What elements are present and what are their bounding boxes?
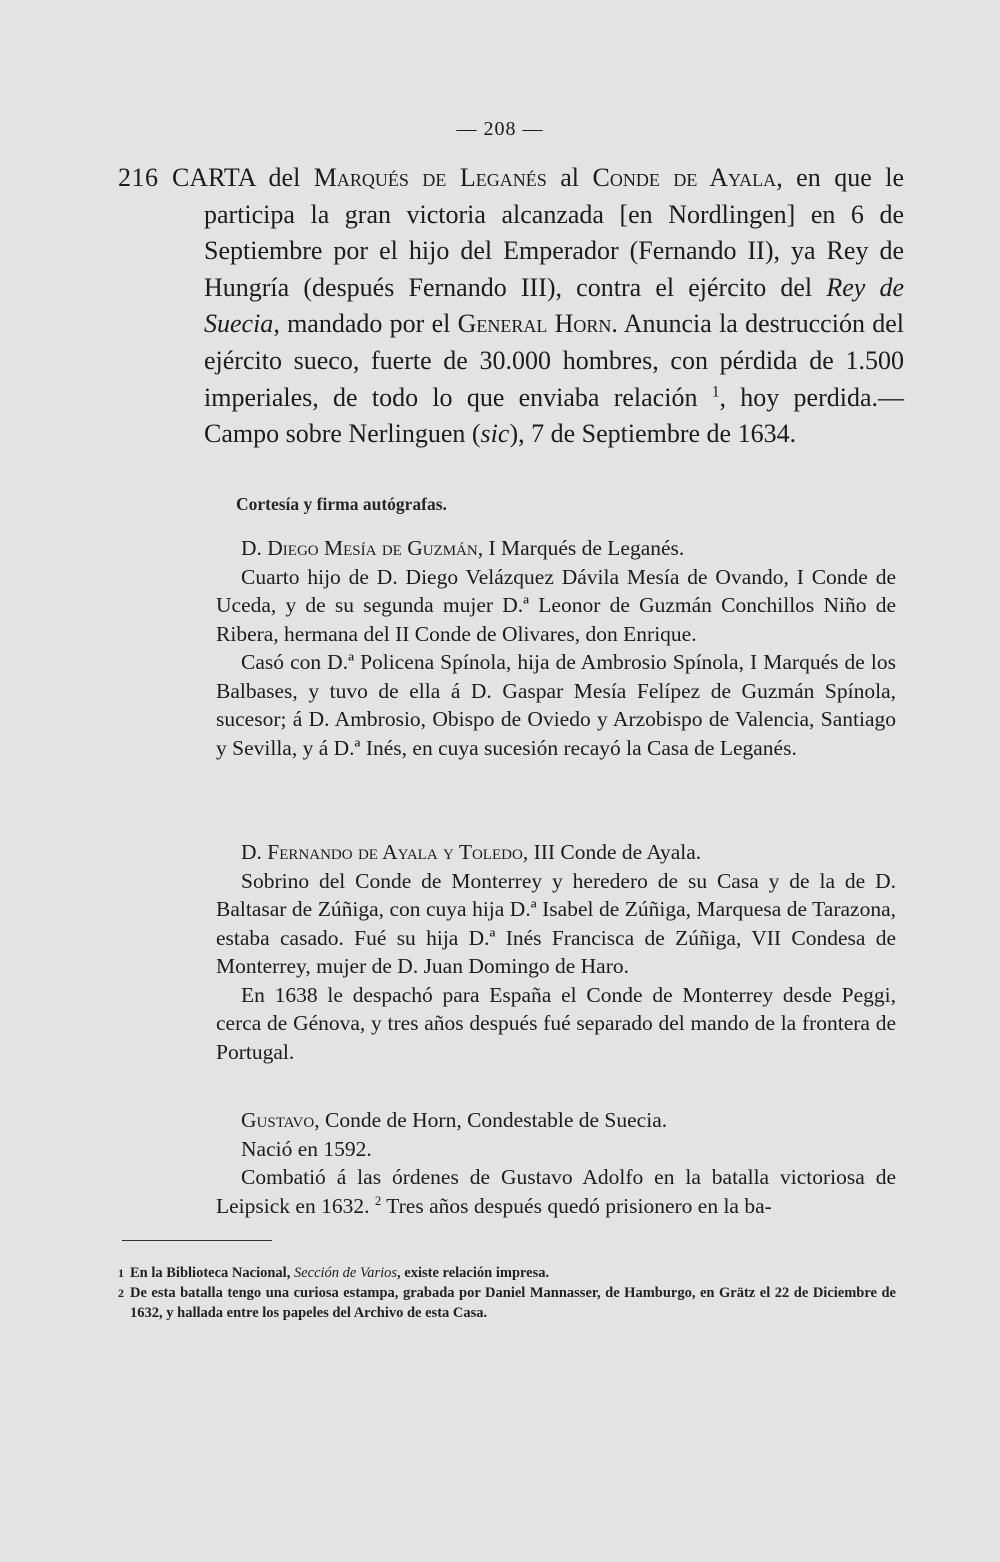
entry-segment: . Anuncia la destrucción del ejército sueco, fuerte de 30.000 hombres, con pérdida de 1.500 imperiales, de todo lo que enviaba relación — [204, 309, 904, 412]
entry-italic: Rey de Suecia — [204, 272, 904, 339]
footnote-text: , existe relación impresa. — [397, 1265, 550, 1281]
footnote-text: De esta batalla tengo una curiosa estampa, grabada por Daniel Mannasser, de Hamburgo, en Grätz el 22 de Diciembre de 1632, y hallada entre los papeles del Archivo de esta Casa. — [130, 1285, 896, 1321]
bio-title-prefix: D. — [241, 840, 268, 864]
bio-paragraph: En 1638 le despachó para España el Conde de Monterrey desde Peggi, cerca de Génova, y tres años después fué separado del mando de la frontera de Portugal. — [216, 982, 896, 1064]
catalog-entry — [118, 160, 904, 453]
entry-number: 216 — [118, 163, 159, 192]
entry-segment: CARTA del — [172, 163, 314, 192]
entry-text — [118, 160, 904, 453]
bio-title — [216, 534, 896, 563]
footnote-text: En la Biblioteca Nacional, — [130, 1265, 294, 1281]
page-number: — 208 — — [456, 118, 544, 140]
bio-title-name: Fernando de Ayala y Toledo — [267, 840, 523, 864]
bio-title-prefix: D. — [241, 536, 268, 560]
footnote — [118, 1263, 896, 1283]
footnote-ref: 1 — [711, 382, 720, 400]
bio-title-name: Diego Mesía de Guzmán — [267, 536, 478, 560]
footnote-italic: Sección de Varios — [293, 1265, 398, 1281]
bio-title — [216, 1106, 896, 1135]
bio-paragraph: Sobrino del Conde de Monterrey y heredero de su Casa y de la de D. Baltasar de Zúñiga, con cuya hija D.ª Isabel de Zúñiga, Marquesa de Tarazona, estaba casado. Fué su hija D.ª Inés Francisca de Zúñiga, VII Condesa de Monterrey, mujer de D. Juan Domingo de Haro. — [216, 868, 896, 978]
entry-segment: , mandado por el — [273, 309, 458, 339]
footnote — [118, 1283, 896, 1323]
bio-paragraph: Casó con D.ª Policena Spínola, hija de Ambrosio Spínola, I Marqués de los Balbases, y tuvo de ella á D. Gaspar Mesía Felípez de Guzmán Spínola, sucesor; á D. Ambrosio, Obispo de Oviedo y Arzobispo de Valencia, Santiago y Sevilla, y á D.ª Inés, en cuya sucesión recayó la Casa de Leganés. — [216, 650, 896, 760]
bio-text: Combatió á las órdenes de Gustavo Adolfo en la batalla victoriosa de Leipsick en 1632. — [216, 1165, 896, 1218]
entry-italic: sic — [480, 419, 510, 449]
bio-title-rest: , I Marqués de Leganés. — [477, 536, 685, 560]
bio-text: Tres años después quedó prisionero en la ba- — [381, 1193, 772, 1218]
footnote-ref: 2 — [374, 1193, 382, 1208]
bio-leganes — [216, 534, 896, 762]
sender-name: Marqués de Leganés — [313, 163, 547, 192]
entry-segment: al — [546, 163, 593, 192]
footnote-mark: 1 — [118, 1266, 124, 1280]
entry-segment: , en que le participa la gran victoria alcanzada [en Nordlingen] en 6 de Septiembre por el hijo del Emperador (Fernando II), ya Rey de Hungría (después Fernando III), contra el ejército del — [204, 163, 905, 302]
entry-segment: , hoy perdida.—Campo sobre Nerlinguen ( — [204, 382, 904, 449]
footnote-mark: 2 — [118, 1286, 124, 1300]
courtesy-note: Cortesía y firma autógrafas. — [236, 494, 447, 514]
footnotes — [118, 1263, 896, 1323]
general-name: General Horn — [457, 309, 612, 339]
bio-title-rest: , Conde de Horn, Condestable de Suecia. — [314, 1108, 668, 1132]
recipient-name: Conde de Ayala — [592, 163, 777, 192]
bio-title-rest: , III Conde de Ayala. — [522, 840, 702, 864]
bio-paragraph: Cuarto hijo de D. Diego Velázquez Dávila Mesía de Ovando, I Conde de Uceda, y de su segunda mujer D.ª Leonor de Guzmán Conchillos Niño de Ribera, hermana del II Conde de Olivares, don Enrique. — [216, 564, 896, 646]
bio-title — [216, 838, 896, 867]
bio-paragraph — [216, 1163, 896, 1220]
bio-horn — [216, 1106, 896, 1220]
footnote-rule — [122, 1240, 272, 1241]
bio-ayala — [216, 838, 896, 1066]
bio-title-name: Gustavo — [241, 1108, 315, 1132]
bio-paragraph: Nació en 1592. — [241, 1136, 372, 1161]
entry-segment: ), 7 de Septiembre de 1634. — [509, 419, 797, 449]
